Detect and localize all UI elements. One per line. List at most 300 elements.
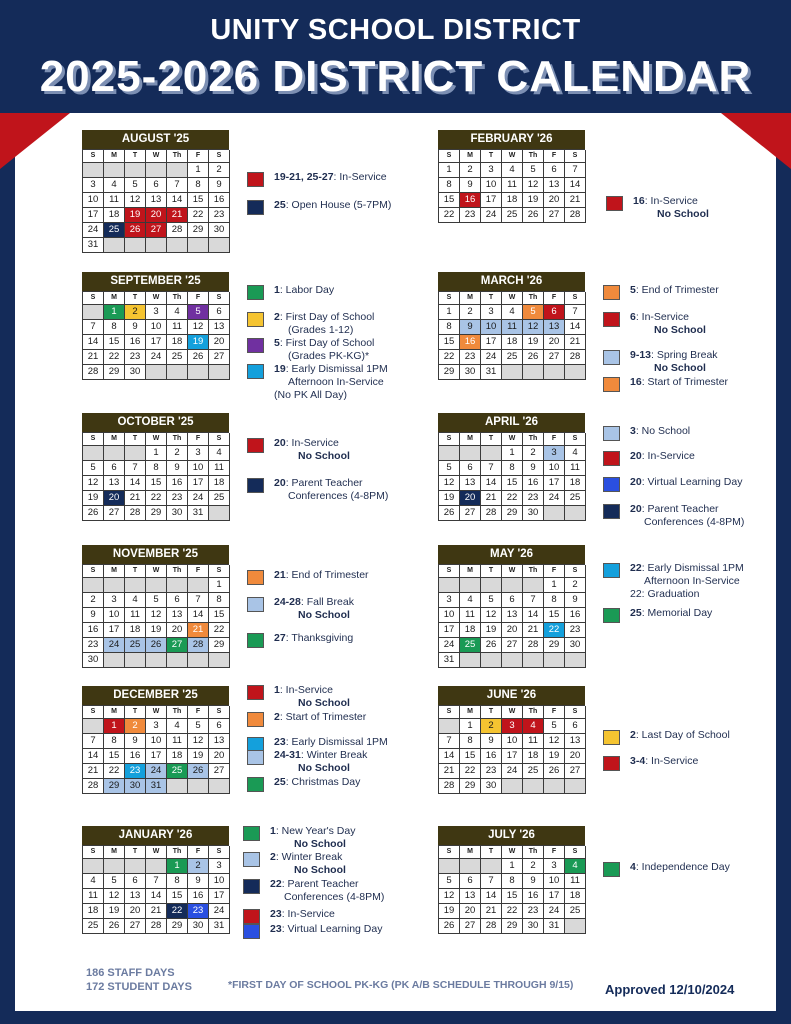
day-cell: 4 [502, 305, 523, 320]
day-cell: 28 [481, 919, 502, 934]
day-cell: 6 [502, 593, 523, 608]
weekday-header: F [188, 150, 209, 163]
day-cell: 7 [481, 461, 502, 476]
weekday-header: M [460, 846, 481, 859]
day-cell: 9 [83, 608, 104, 623]
day-cell: 24 [544, 904, 565, 919]
day-cell: 13 [146, 193, 167, 208]
legend-entry [630, 284, 719, 297]
weekday-header: T [125, 846, 146, 859]
empty-day-cell [146, 238, 167, 253]
weekday-header: W [502, 292, 523, 305]
legend-dates: 1 [270, 825, 276, 837]
day-cell: 11 [502, 178, 523, 193]
day-cell: 10 [439, 608, 460, 623]
month-title: JULY '26 [438, 826, 585, 845]
day-cell: 13 [167, 608, 188, 623]
month-grid [438, 432, 585, 521]
legend-swatch [247, 364, 264, 379]
empty-day-cell [502, 578, 523, 593]
weekday-header: Th [167, 292, 188, 305]
legend-swatch [247, 712, 264, 727]
legend-entry [270, 878, 384, 904]
empty-day-cell [502, 365, 523, 380]
day-totals [86, 966, 192, 994]
month-title: AUGUST '25 [82, 130, 229, 149]
day-cell: 22 [167, 904, 188, 919]
day-cell: 11 [565, 874, 586, 889]
day-cell: 22 [439, 208, 460, 223]
legend-dates: 20 [274, 477, 286, 489]
day-cell: 25 [565, 491, 586, 506]
day-cell: 7 [83, 734, 104, 749]
day-cell: 30 [523, 919, 544, 934]
calendar-title: 2025-2026 DISTRICT CALENDAR [39, 52, 752, 101]
legend-label: : Start of Trimester [279, 711, 367, 723]
legend-entry [274, 337, 374, 363]
day-cell: 24 [146, 764, 167, 779]
weekday-header: S [209, 706, 230, 719]
weekday-header: S [565, 150, 586, 163]
weekday-header: F [188, 846, 209, 859]
day-cell: 24 [188, 491, 209, 506]
weekday-header: W [502, 565, 523, 578]
day-cell: 8 [439, 178, 460, 193]
day-cell: 29 [544, 638, 565, 653]
day-cell: 13 [209, 734, 230, 749]
day-cell: 9 [523, 874, 544, 889]
day-cell: 8 [104, 320, 125, 335]
empty-day-cell [439, 578, 460, 593]
day-cell: 19 [188, 749, 209, 764]
legend-entry [274, 776, 360, 789]
day-cell: 15 [439, 335, 460, 350]
legend-sub: Afternoon In-Service [644, 575, 740, 587]
day-cell: 22 [209, 623, 230, 638]
day-cell: 21 [146, 904, 167, 919]
day-cell: 9 [125, 734, 146, 749]
legend-entry [630, 450, 695, 463]
day-cell: 30 [83, 653, 104, 668]
empty-day-cell [167, 163, 188, 178]
legend-swatch [243, 852, 260, 867]
weekday-header: T [481, 150, 502, 163]
legend-swatch [603, 504, 620, 519]
day-cell: 12 [439, 889, 460, 904]
day-cell: 3 [481, 305, 502, 320]
empty-day-cell [104, 238, 125, 253]
weekday-header: M [104, 846, 125, 859]
legend-swatch [603, 563, 620, 578]
day-cell: 3 [83, 178, 104, 193]
weekday-header: S [565, 706, 586, 719]
day-cell: 10 [83, 193, 104, 208]
day-cell: 18 [565, 889, 586, 904]
day-cell: 25 [83, 919, 104, 934]
day-cell: 11 [167, 734, 188, 749]
day-cell: 27 [460, 919, 481, 934]
day-cell: 23 [188, 904, 209, 919]
day-cell: 5 [125, 178, 146, 193]
weekday-header: S [439, 150, 460, 163]
legend-swatch [247, 777, 264, 792]
legend-label: : Last Day of School [635, 729, 730, 741]
legend-dates: 9-13 [630, 349, 652, 361]
legend-sub: (No PK All Day) [274, 389, 347, 401]
day-cell: 14 [167, 193, 188, 208]
empty-day-cell [209, 653, 230, 668]
day-cell: 13 [565, 734, 586, 749]
weekday-header: F [544, 292, 565, 305]
legend-sub: No School [657, 208, 709, 220]
legend-label: : In-Service [279, 684, 333, 696]
day-cell: 25 [460, 638, 481, 653]
day-cell: 26 [188, 764, 209, 779]
day-cell: 14 [439, 749, 460, 764]
weekday-header: M [460, 292, 481, 305]
day-cell: 5 [523, 163, 544, 178]
empty-day-cell [209, 779, 230, 794]
day-cell: 15 [439, 193, 460, 208]
day-cell: 25 [209, 491, 230, 506]
weekday-header: M [104, 150, 125, 163]
weekday-header: M [104, 292, 125, 305]
legend-swatch [247, 570, 264, 585]
weekday-header: T [481, 292, 502, 305]
day-cell: 17 [146, 335, 167, 350]
day-cell: 6 [209, 305, 230, 320]
day-cell: 27 [167, 638, 188, 653]
empty-day-cell [565, 365, 586, 380]
day-cell: 20 [460, 904, 481, 919]
empty-day-cell [125, 238, 146, 253]
day-cell: 16 [481, 749, 502, 764]
legend-label: : In-Service [635, 311, 689, 323]
day-cell: 9 [523, 461, 544, 476]
legend-swatch [243, 879, 260, 894]
month-grid [438, 149, 585, 223]
day-cell: 23 [209, 208, 230, 223]
day-cell: 12 [544, 734, 565, 749]
day-cell: 9 [188, 874, 209, 889]
empty-day-cell [167, 578, 188, 593]
legend-dates: 2 [270, 851, 276, 863]
day-cell: 21 [188, 623, 209, 638]
day-cell: 19 [188, 335, 209, 350]
legend-sub: No School [298, 762, 350, 774]
day-cell: 10 [481, 178, 502, 193]
day-cell: 10 [104, 608, 125, 623]
legend-sub: Conferences (4-8PM) [284, 891, 385, 903]
empty-day-cell [104, 446, 125, 461]
legend-entry [633, 195, 709, 221]
legend-sub: No School [294, 864, 346, 876]
legend-entry [630, 755, 698, 768]
day-cell: 4 [125, 593, 146, 608]
day-cell: 27 [544, 350, 565, 365]
day-cell: 31 [83, 238, 104, 253]
day-cell: 1 [104, 305, 125, 320]
day-cell: 9 [125, 320, 146, 335]
month-title: JANUARY '26 [82, 826, 229, 845]
left-ribbon-decoration [0, 113, 70, 169]
legend-label: : Memorial Day [641, 607, 713, 619]
day-cell: 25 [167, 764, 188, 779]
day-cell: 8 [209, 593, 230, 608]
day-cell: 24 [439, 638, 460, 653]
day-cell: 15 [209, 608, 230, 623]
legend-label: : New Year's Day [275, 825, 356, 837]
day-cell: 8 [167, 874, 188, 889]
day-cell: 29 [439, 365, 460, 380]
empty-day-cell [523, 365, 544, 380]
empty-day-cell [146, 163, 167, 178]
day-cell: 28 [146, 919, 167, 934]
month-calendar [438, 130, 585, 223]
day-cell: 16 [125, 335, 146, 350]
legend-label: : In-Service [285, 437, 339, 449]
day-cell: 10 [146, 734, 167, 749]
day-cell: 6 [104, 461, 125, 476]
weekday-header: T [481, 433, 502, 446]
day-cell: 15 [502, 476, 523, 491]
day-cell: 23 [523, 491, 544, 506]
weekday-header: T [481, 846, 502, 859]
day-cell: 3 [439, 593, 460, 608]
legend-swatch [247, 312, 264, 327]
month-title: SEPTEMBER '25 [82, 272, 229, 291]
day-cell: 23 [125, 350, 146, 365]
day-cell: 8 [104, 734, 125, 749]
day-cell: 29 [146, 506, 167, 521]
day-cell: 8 [188, 178, 209, 193]
legend-dates: 2 [274, 711, 280, 723]
day-cell: 18 [167, 749, 188, 764]
day-cell: 21 [523, 623, 544, 638]
empty-day-cell [502, 779, 523, 794]
empty-day-cell [460, 653, 481, 668]
weekday-header: F [188, 292, 209, 305]
day-cell: 23 [83, 638, 104, 653]
month-calendar [82, 826, 229, 934]
day-cell: 25 [502, 350, 523, 365]
empty-day-cell [188, 238, 209, 253]
day-cell: 24 [481, 208, 502, 223]
day-cell: 6 [209, 719, 230, 734]
empty-day-cell [104, 578, 125, 593]
day-cell: 25 [125, 638, 146, 653]
day-cell: 3 [104, 593, 125, 608]
legend-entry [630, 311, 706, 337]
legend-dates: 23 [274, 736, 286, 748]
empty-day-cell [481, 859, 502, 874]
day-cell: 19 [125, 208, 146, 223]
day-cell: 6 [544, 163, 565, 178]
day-cell: 5 [481, 593, 502, 608]
legend-entry [274, 749, 367, 775]
day-cell: 2 [125, 305, 146, 320]
day-cell: 13 [544, 178, 565, 193]
legend-dates: 19 [274, 363, 286, 375]
day-cell: 26 [146, 638, 167, 653]
empty-day-cell [523, 653, 544, 668]
weekday-header: T [125, 292, 146, 305]
day-cell: 17 [502, 749, 523, 764]
empty-day-cell [104, 653, 125, 668]
day-cell: 5 [544, 719, 565, 734]
empty-day-cell [188, 653, 209, 668]
legend-sub: No School [654, 362, 706, 374]
legend-swatch [247, 438, 264, 453]
day-cell: 6 [146, 178, 167, 193]
weekday-header: M [104, 706, 125, 719]
day-cell: 1 [502, 859, 523, 874]
day-cell: 25 [502, 208, 523, 223]
day-cell: 31 [209, 919, 230, 934]
day-cell: 21 [565, 193, 586, 208]
day-cell: 27 [544, 208, 565, 223]
day-cell: 26 [544, 764, 565, 779]
weekday-header: T [125, 706, 146, 719]
day-cell: 29 [460, 779, 481, 794]
day-cell: 23 [523, 904, 544, 919]
empty-day-cell [146, 365, 167, 380]
day-cell: 3 [544, 859, 565, 874]
month-calendar [82, 130, 229, 253]
month-calendar [438, 826, 585, 934]
legend-swatch [603, 426, 620, 441]
day-cell: 26 [481, 638, 502, 653]
day-cell: 19 [104, 904, 125, 919]
legend-label: : In-Service [645, 755, 699, 767]
day-cell: 20 [502, 623, 523, 638]
weekday-header: F [188, 706, 209, 719]
day-cell: 30 [125, 779, 146, 794]
day-cell: 16 [125, 749, 146, 764]
day-cell: 14 [83, 749, 104, 764]
legend-dates: 6 [630, 311, 636, 323]
legend-swatch [603, 730, 620, 745]
day-cell: 30 [523, 506, 544, 521]
day-cell: 2 [460, 305, 481, 320]
legend-sub: No School [298, 609, 350, 621]
day-cell: 11 [209, 461, 230, 476]
day-cell: 20 [104, 491, 125, 506]
empty-day-cell [125, 163, 146, 178]
legend-entry [274, 684, 350, 710]
legend-entry [274, 632, 353, 645]
legend-entry [274, 711, 366, 724]
weekday-header: M [460, 150, 481, 163]
day-cell: 5 [104, 874, 125, 889]
legend-dates: 20 [630, 450, 642, 462]
day-cell: 10 [502, 734, 523, 749]
day-cell: 2 [209, 163, 230, 178]
weekday-header: S [209, 150, 230, 163]
legend-entry [630, 349, 718, 375]
weekday-header: T [125, 565, 146, 578]
legend-entry [274, 311, 374, 337]
legend-entry [630, 861, 730, 874]
legend-label: : Open House (5-7PM) [285, 199, 392, 211]
legend-label: : Independence Day [635, 861, 730, 873]
day-cell: 2 [565, 578, 586, 593]
day-cell: 7 [188, 593, 209, 608]
day-cell: 21 [481, 904, 502, 919]
day-cell: 13 [460, 889, 481, 904]
legend-entry [270, 908, 335, 921]
empty-day-cell [481, 446, 502, 461]
month-grid [82, 432, 229, 521]
month-calendar [82, 272, 229, 380]
day-cell: 6 [544, 305, 565, 320]
weekday-header: F [544, 846, 565, 859]
empty-day-cell [146, 578, 167, 593]
weekday-header: W [502, 433, 523, 446]
legend-sub: Conferences (4-8PM) [288, 490, 389, 502]
day-cell: 11 [104, 193, 125, 208]
month-title: JUNE '26 [438, 686, 585, 705]
day-cell: 7 [439, 734, 460, 749]
day-cell: 7 [146, 874, 167, 889]
day-cell: 7 [125, 461, 146, 476]
day-cell: 18 [104, 208, 125, 223]
day-cell: 31 [188, 506, 209, 521]
legend-label: : Parent Teacher [285, 477, 363, 489]
weekday-header: Th [167, 706, 188, 719]
day-cell: 20 [209, 335, 230, 350]
day-cell: 29 [104, 365, 125, 380]
day-cell: 5 [188, 719, 209, 734]
legend-swatch [603, 756, 620, 771]
day-cell: 13 [502, 608, 523, 623]
empty-day-cell [439, 719, 460, 734]
day-cell: 30 [209, 223, 230, 238]
month-grid [438, 845, 585, 934]
day-cell: 25 [565, 904, 586, 919]
legend-swatch [603, 608, 620, 623]
legend-dates: 25 [630, 607, 642, 619]
day-cell: 19 [439, 904, 460, 919]
day-cell: 15 [544, 608, 565, 623]
day-cell: 1 [209, 578, 230, 593]
day-cell: 1 [167, 859, 188, 874]
day-cell: 11 [523, 734, 544, 749]
legend-dates: 23 [270, 923, 282, 935]
legend-label: : Virtual Learning Day [281, 923, 383, 935]
weekday-header: F [544, 565, 565, 578]
empty-day-cell [167, 779, 188, 794]
legend-swatch [603, 312, 620, 327]
legend-entry [274, 199, 391, 212]
legend-sub: No School [298, 697, 350, 709]
day-cell: 5 [439, 874, 460, 889]
empty-day-cell [460, 578, 481, 593]
empty-day-cell [188, 779, 209, 794]
weekday-header: S [83, 846, 104, 859]
weekday-header: W [146, 292, 167, 305]
day-cell: 16 [209, 193, 230, 208]
empty-day-cell [188, 578, 209, 593]
day-cell: 6 [460, 461, 481, 476]
day-cell: 5 [146, 593, 167, 608]
day-cell: 16 [460, 193, 481, 208]
legend-entry [274, 569, 369, 582]
legend-label: : In-Service [644, 195, 698, 207]
day-cell: 23 [167, 491, 188, 506]
weekday-header: M [460, 706, 481, 719]
empty-day-cell [439, 859, 460, 874]
